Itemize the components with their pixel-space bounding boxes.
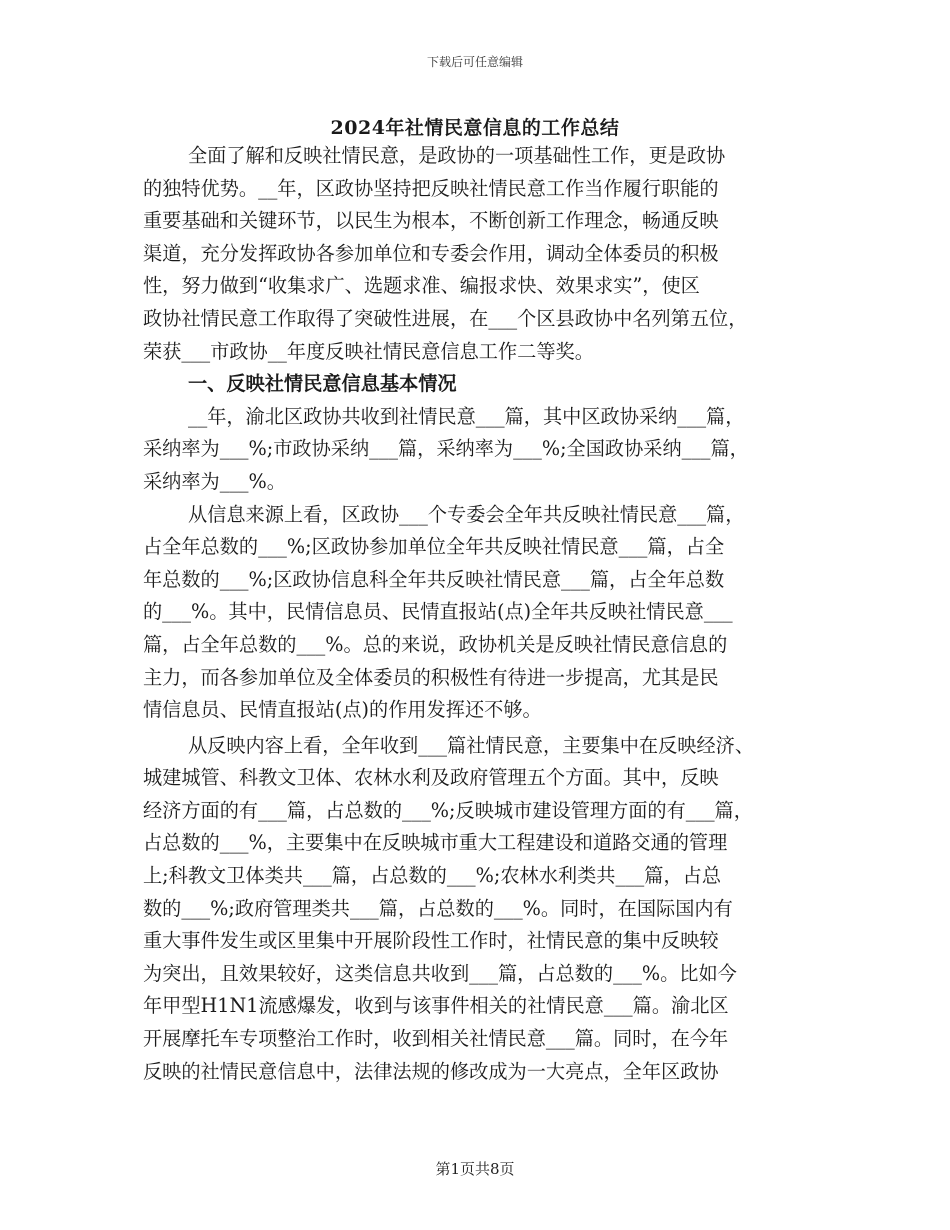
body-text-line: 的___%。其中，民情信息员、民情直报站(点)全年共反映社情民意___	[143, 600, 733, 624]
body-text-line: 反映的社情民意信息中，法律法规的修改成为一大亮点，全年区政协	[143, 1059, 719, 1083]
page-header-note: 下载后可任意编辑	[426, 55, 523, 69]
body-text-line: 上;科教文卫体类共___篇，占总数的___%;农林水利类共___篇，占总	[143, 864, 722, 888]
body-text-line: 性，努力做到“收集求广、选题求准、编报求快、效果求实”，使区	[143, 274, 700, 298]
body-text-line: 经济方面的有___篇，占总数的___%;反映城市建设管理方面的有___篇，	[143, 798, 753, 822]
body-text-line: 从信息来源上看，区政协___个专委会全年共反映社情民意___篇，	[188, 502, 745, 526]
body-text-line: 篇，占全年总数的___%。总的来说，政协机关是反映社情民意信息的	[143, 632, 728, 656]
section-heading: 一、反映社情民意信息基本情况	[188, 372, 457, 396]
body-text-line: 荣获___市政协__年度反映社情民意信息工作二等奖。	[143, 339, 594, 363]
body-text-line: 重大事件发生或区里集中开展阶段性工作时，社情民意的集中反映较	[143, 929, 719, 953]
document-body	[143, 140, 811, 1088]
body-text-line: 数的___%;政府管理类共___篇，占总数的___%。同时，在国际国内有	[143, 896, 733, 920]
body-text-line: 占总数的___%，主要集中在反映城市重大工程建设和道路交通的管理	[143, 831, 728, 855]
body-text-line: __年，渝北区政协共收到社情民意___篇，其中区政协采纳___篇，	[188, 404, 745, 428]
body-text-line: 年总数的___%;区政协信息科全年共反映社情民意___篇，占全年总数	[143, 567, 725, 591]
document-title: 2024年社情民意信息的工作总结	[330, 117, 620, 139]
body-text-line: 采纳率为___%;市政协采纳___篇，采纳率为___%;全国政协采纳___篇，	[143, 437, 749, 461]
body-text-line: 占全年总数的___%;区政协参加单位全年共反映社情民意___篇，占全	[143, 535, 725, 559]
body-text-line: 情信息员、民情直报站(点)的作用发挥还不够。	[143, 698, 542, 722]
body-text-line: 重要基础和关键环节，以民生为根本，不断创新工作理念，畅通反映	[143, 209, 719, 233]
body-text-line: 城建城管、科教文卫体、农林水利及政府管理五个方面。其中，反映	[143, 766, 719, 790]
body-text-line: 从反映内容上看，全年收到___篇社情民意，主要集中在反映经济、	[188, 733, 755, 757]
body-text-line: 采纳率为___%。	[143, 469, 286, 493]
body-text-line: 主力，而各参加单位及全体委员的积极性有待进一步提高，尤其是民	[143, 665, 719, 689]
body-text-line: 全面了解和反映社情民意，是政协的一项基础性工作，更是政协	[188, 144, 726, 167]
body-text-line: 为突出，且效果较好，这类信息共收到___篇，占总数的___%。比如今	[143, 961, 737, 985]
body-text-line: 年甲型H1N1流感爆发，收到与该事件相关的社情民意___篇。渝北区	[143, 994, 729, 1018]
body-text-line: 开展摩托车专项整治工作时，收到相关社情民意___篇。同时，在今年	[143, 1027, 729, 1051]
body-text-line: 渠道，充分发挥政协各参加单位和专委会作用，调动全体委员的积极	[143, 241, 719, 265]
body-text-line: 政协社情民意工作取得了突破性进展，在___个区县政协中名列第五位，	[143, 306, 748, 330]
page-footer: 第1页共8页	[435, 1160, 515, 1178]
body-text-line: 的独特优势。__年，区政协坚持把反映社情民意工作当作履行职能的	[143, 176, 719, 200]
